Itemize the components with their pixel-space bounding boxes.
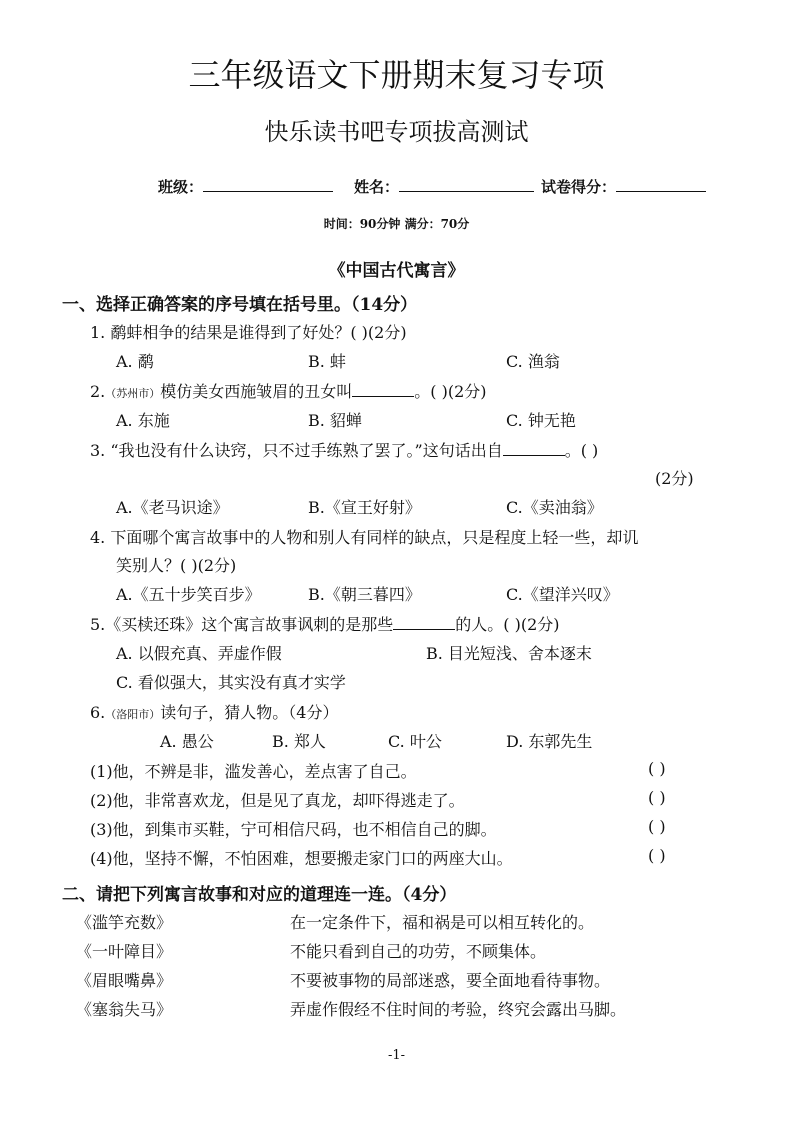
class-field: [158, 176, 333, 197]
exam-meta: 时间：90分钟 满分：70分: [323, 217, 470, 231]
q3-option-b: B.《宣王好射》: [308, 498, 421, 517]
story-item-3[interactable]: 《眉眼嘴鼻》: [76, 971, 173, 990]
q4-line1: 4. 下面哪个寓言故事中的人物和别人有同样的缺点，只是程度上轻一些，却讥: [90, 528, 639, 547]
q5-blank: [393, 617, 455, 630]
q5-text: [90, 612, 560, 635]
q4-option-a: A.《五十步笑百步》: [116, 585, 261, 604]
q6-text: [90, 700, 338, 723]
class-label: 班级：: [158, 178, 204, 196]
page-title: 三年级语文下册期末复习专项: [188, 56, 605, 94]
moral-item-4[interactable]: 弄虚作假经不住时间的考验，终究会露出马脚。: [290, 1000, 627, 1019]
q6-num: 6.: [90, 703, 106, 722]
q4-option-b: B.《朝三暮四》: [308, 585, 421, 604]
q6-answer-paren-4[interactable]: ( ): [648, 846, 666, 865]
q5-option-b: B. 目光短浅、舍本逐末: [426, 644, 592, 663]
q2-stem: 模仿美女西施皱眉的丑女叫: [160, 382, 353, 401]
q1-option-a: A. 鹬: [116, 352, 154, 371]
score-field: [541, 176, 706, 197]
q6-option-d: D. 东郭先生: [506, 732, 593, 751]
q3-option-a: A.《老马识途》: [116, 498, 229, 517]
q5-tail: 的人。( )(2分): [455, 615, 560, 634]
q3-text: [90, 438, 598, 461]
q4-line2: 笑别人？( )(2分): [116, 556, 237, 575]
q6-answer-paren-1[interactable]: ( ): [648, 759, 666, 778]
q1-option-b: B. 蚌: [308, 352, 346, 371]
story-item-1[interactable]: 《滥竽充数》: [76, 913, 173, 932]
q2-blank: [352, 384, 414, 397]
q2-text: [90, 379, 487, 402]
score-label: 试卷得分：: [541, 178, 617, 196]
name-field: [354, 176, 534, 197]
q3-blank: [503, 443, 565, 456]
q3-tail: 。( ): [564, 441, 599, 460]
q3-option-c: C.《卖油翁》: [506, 498, 603, 517]
q6-option-a: A. 愚公: [160, 732, 214, 751]
name-blank: [399, 179, 534, 192]
page-number: -1-: [387, 1048, 406, 1063]
score-blank: [616, 179, 706, 192]
part2-heading: 二、请把下列寓言故事和对应的道理连一连。（4分）: [62, 885, 457, 905]
q2-option-c: C. 钟无艳: [506, 411, 576, 430]
story-item-2[interactable]: 《一叶障目》: [76, 942, 173, 961]
q6-answer-paren-3[interactable]: ( ): [648, 817, 666, 836]
q6-tag: （洛阳市）: [105, 708, 161, 721]
q6-item-4: (4)他，坚持不懈，不怕困难，想要搬走家门口的两座大山。: [90, 849, 513, 868]
q6-stem: 读句子，猜人物。（4分）: [160, 703, 339, 722]
q3-score: (2分): [655, 469, 694, 488]
q2-option-a: A. 东施: [116, 411, 170, 430]
moral-item-3[interactable]: 不要被事物的局部迷惑，要全面地看待事物。: [290, 971, 611, 990]
q6-answer-paren-2[interactable]: ( ): [648, 788, 666, 807]
q5-option-c: C. 看似强大，其实没有真才实学: [116, 673, 346, 692]
q5-option-a: A. 以假充真、弄虚作假: [116, 644, 282, 663]
moral-item-1[interactable]: 在一定条件下，福和祸是可以相互转化的。: [290, 913, 595, 932]
q1-text: 1. 鹬蚌相争的结果是谁得到了好处？( )(2分): [90, 323, 407, 342]
q6-option-b: B. 郑人: [272, 732, 326, 751]
class-blank: [203, 179, 333, 192]
q6-item-2: (2)他，非常喜欢龙，但是见了真龙，却吓得逃走了。: [90, 791, 465, 810]
q5-stem: 5.《买椟还珠》这个寓言故事讽刺的是那些: [90, 615, 394, 634]
name-label: 姓名：: [354, 178, 400, 196]
q6-item-1: (1)他，不辨是非，滥发善心，差点害了自己。: [90, 762, 417, 781]
q2-tag: （苏州市）: [105, 387, 161, 400]
q2-option-b: B. 貂蝉: [308, 411, 362, 430]
q2-tail: 。( )(2分): [414, 382, 487, 401]
moral-item-2[interactable]: 不能只看到自己的功劳，不顾集体。: [290, 942, 547, 961]
part1-heading: 一、选择正确答案的序号填在括号里。（14分）: [62, 295, 418, 315]
q1-option-c: C. 渔翁: [506, 352, 560, 371]
q4-option-c: C.《望洋兴叹》: [506, 585, 619, 604]
story-item-4[interactable]: 《塞翁失马》: [76, 1000, 173, 1019]
page-subtitle: 快乐读书吧专项拔高测试: [264, 118, 529, 146]
section-title: 《中国古代寓言》: [328, 261, 465, 281]
q3-stem: 3. “我也没有什么诀窍，只不过手练熟了罢了。”这句话出自: [90, 441, 503, 460]
q2-num: 2.: [90, 382, 106, 401]
q6-option-c: C. 叶公: [388, 732, 442, 751]
q6-item-3: (3)他，到集市买鞋，宁可相信尺码，也不相信自己的脚。: [90, 820, 497, 839]
